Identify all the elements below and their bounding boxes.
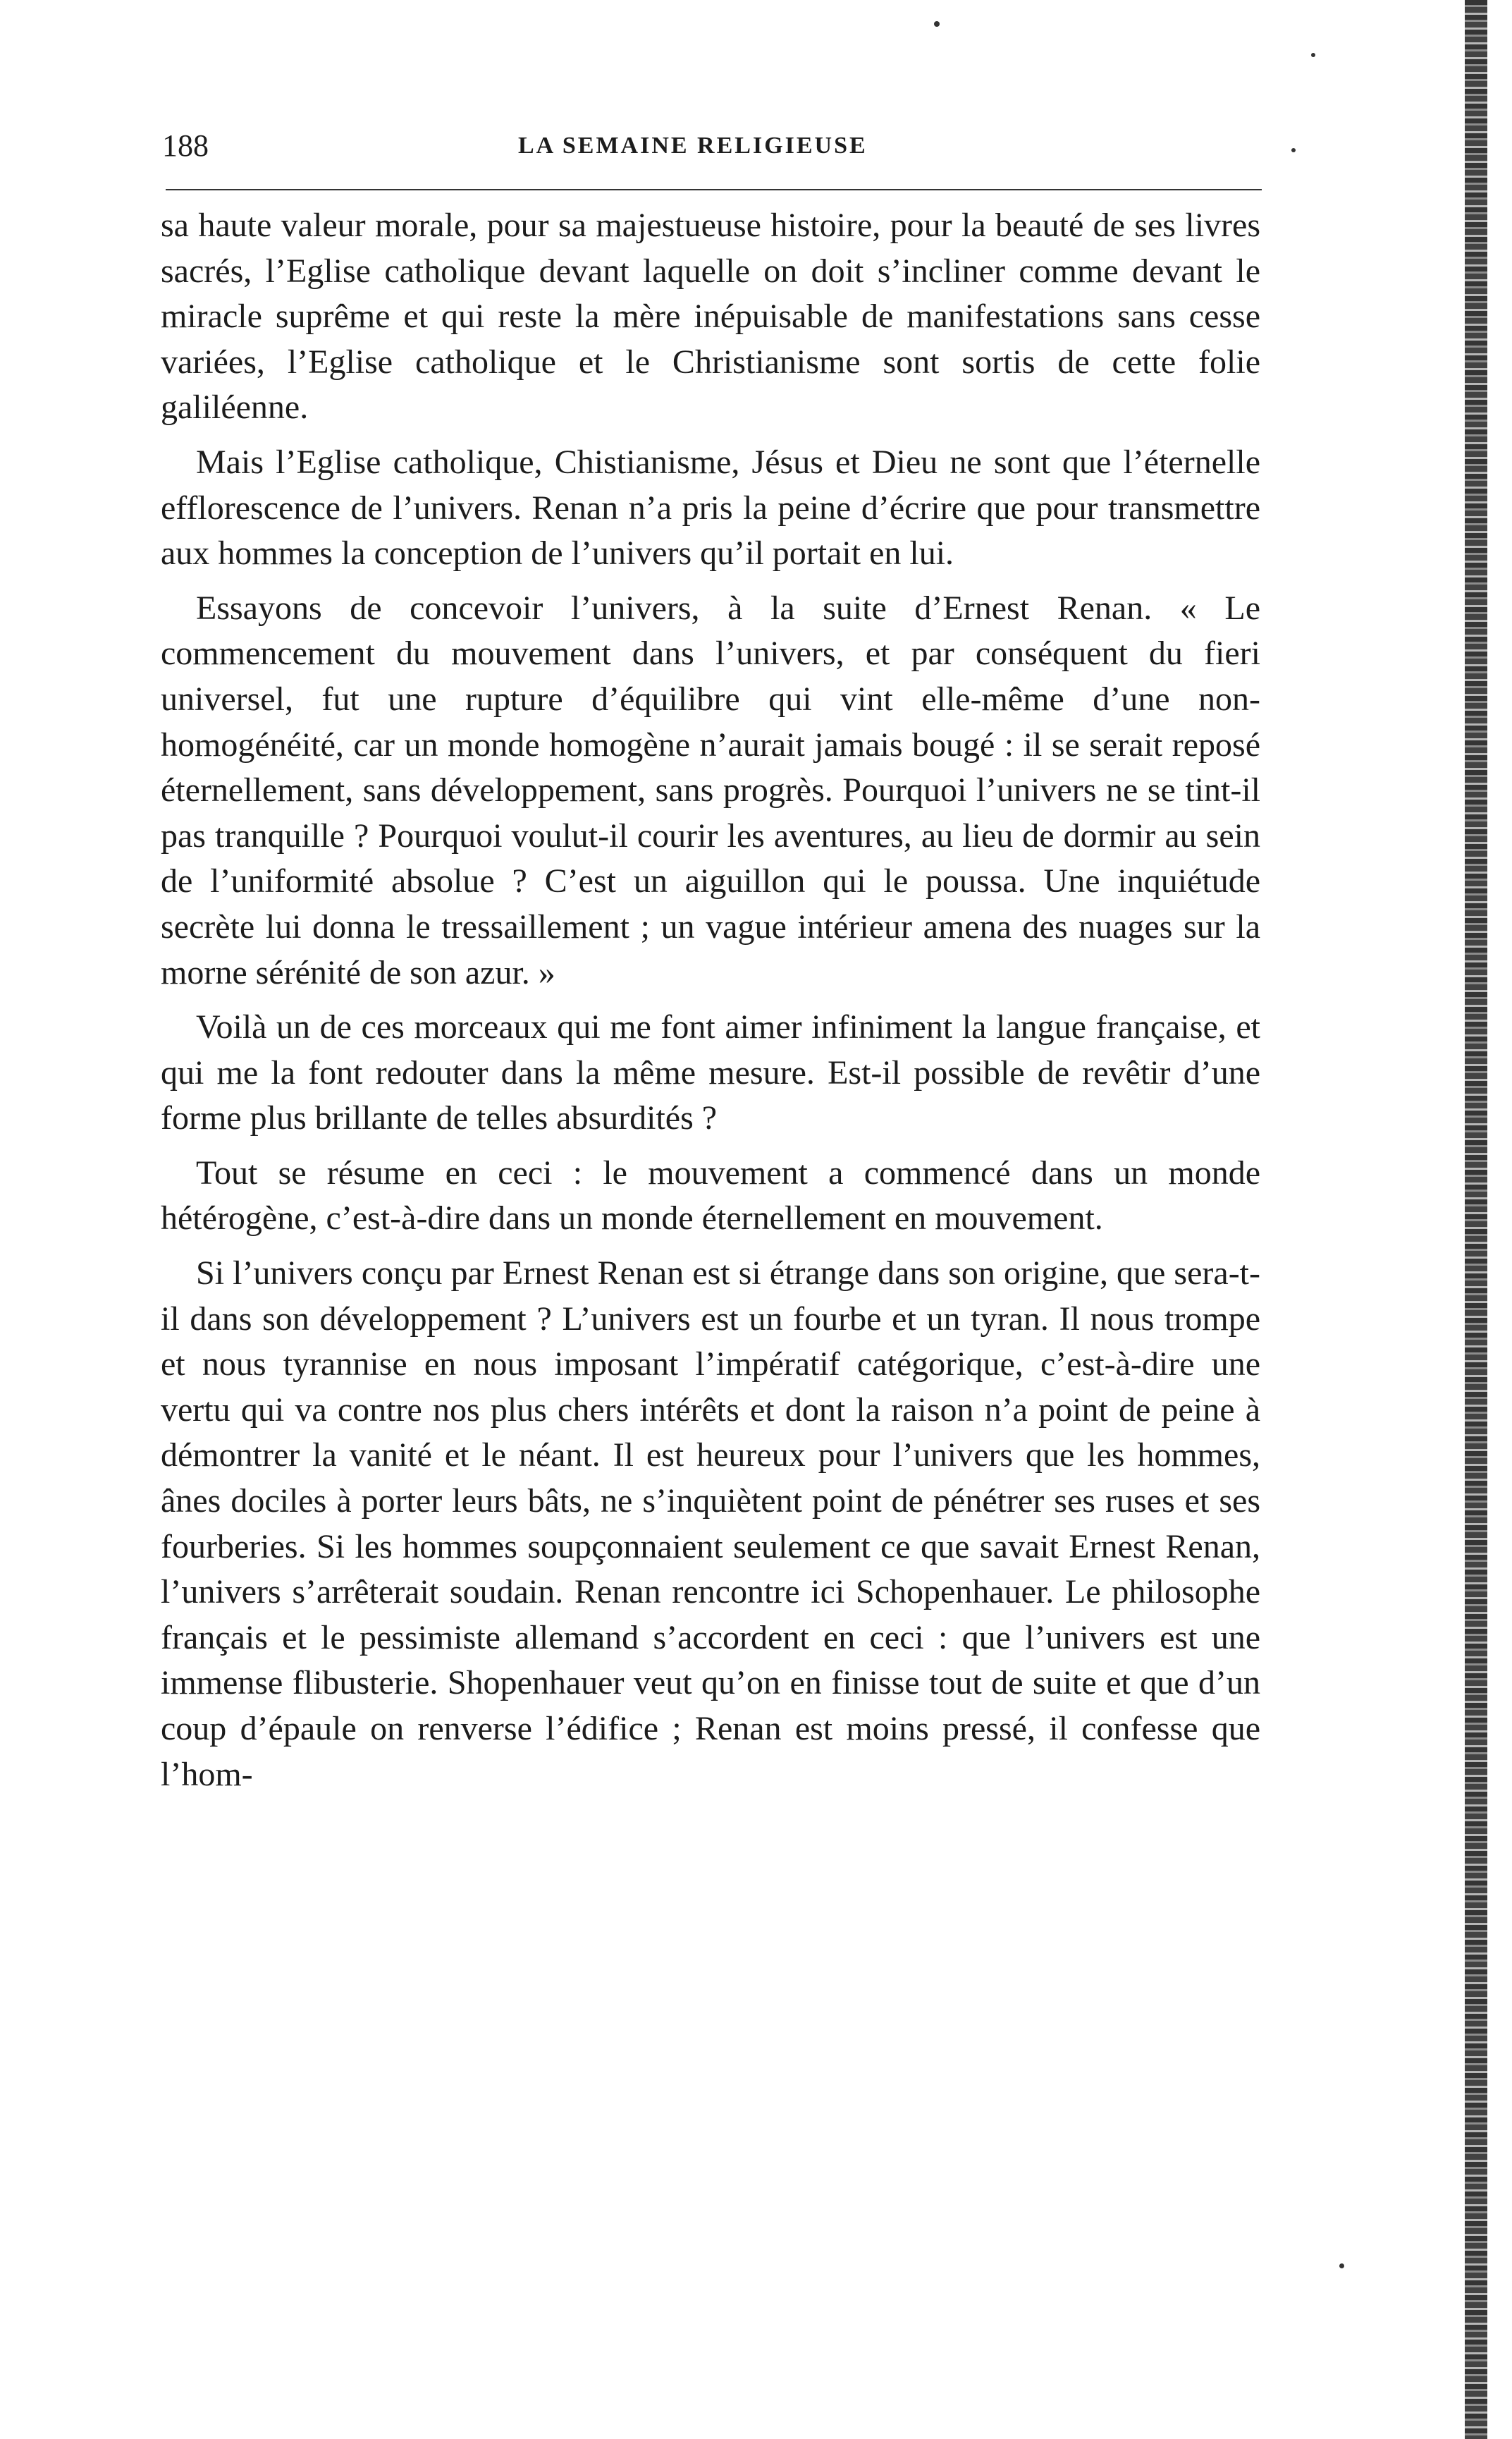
scan-speck [1311,53,1315,57]
running-head: LA SEMAINE RELIGIEUSE [518,133,868,159]
paragraph-4: Voilà un de ces morceaux qui me font aimer infiniment la langue française, et qui me la font redouter dans la même mesure. Est-il possible de revêtir d’une forme plus brillante de telles absurdités ? [161,1008,1260,1137]
paragraph-2: Mais l’Eglise catholique, Chistianisme, Jésus et Dieu ne sont que l’éternelle efflorescence de l’univers. Renan n’a pris la peine d’écrire que pour transmettre aux hommes la conception de l’univers qu’il portait en lui. [161,443,1260,573]
page-binding-edge [1465,0,1487,2439]
paragraph-6: Si l’univers conçu par Ernest Renan est si étrange dans son origine, que sera-t-il dans son développement ? L’univers est un fourbe et un tyran. Il nous trompe et nous tyrannise en nous imposant l’impératif catégorique, c’est-à-dire une vertu qui va contre nos plus chers intérêts et dont la raison n’a point de peine à démontrer la vanité et le néant. Il est heureux pour l’univers que les hommes, ânes dociles à porter leurs bâts, ne s’inquiètent point de pénétrer ses ruses et ses fourberies. Si les hommes soupçonnaient seulement ce que savait Ernest Renan, l’univers s’arrêterait soudain. Renan rencontre ici Schopenhauer. Le philosophe français et le pessimiste allemand s’accordent en ceci : que l’univers est une immense flibusterie. Shopenhauer veut qu’on en finisse tout de suite et que d’un coup d’épaule on renverse l’édifice ; Renan est moins pressé, il confesse que l’hom- [161,1254,1260,1793]
paragraph-1: sa haute valeur morale, pour sa majestueuse histoire, pour la beauté de ses livres sacrés, l’Eglise catholique devant laquelle on doit s’incliner comme devant le miracle suprême et qui reste la mère inépuisable de manifestations sans cesse variées, l’Eglise catholique et le Christianisme sont sortis de cette folie galiléenne. [161,207,1260,427]
scan-speck [1291,148,1296,152]
paragraph-3: Essayons de concevoir l’univers, à la suite d’Ernest Renan. « Le commencement du mouvement dans l’univers, et par conséquent du fieri universel, fut une rupture d’équilibre qui vint elle-même d’une non-homogénéité, car un monde homogène n’aurait jamais bougé : il se serait reposé éternellement, sans développement, sans progrès. Pourquoi l’univers ne se tint-il pas tranquille ? Pourquoi voulut-il courir les aventures, au lieu de dormir au sein de l’uniformité absolue ? C’est un aiguillon qui le poussa. Une inquiétude secrète lui donna le tressaillement ; un vague intérieur amena des nuages sur la morne sérénité de son azur. » [161,589,1260,991]
scan-speck [934,21,940,27]
body-text [161,203,1260,1807]
page-number: 188 [162,128,209,163]
page-header [162,121,1262,171]
header-rule [166,189,1262,190]
scan-speck [1339,2263,1344,2268]
paragraph-5: Tout se résume en ceci : le mouvement a commencé dans un monde hétérogène, c’est-à-dire dans un monde éternellement en mouvement. [161,1154,1260,1237]
